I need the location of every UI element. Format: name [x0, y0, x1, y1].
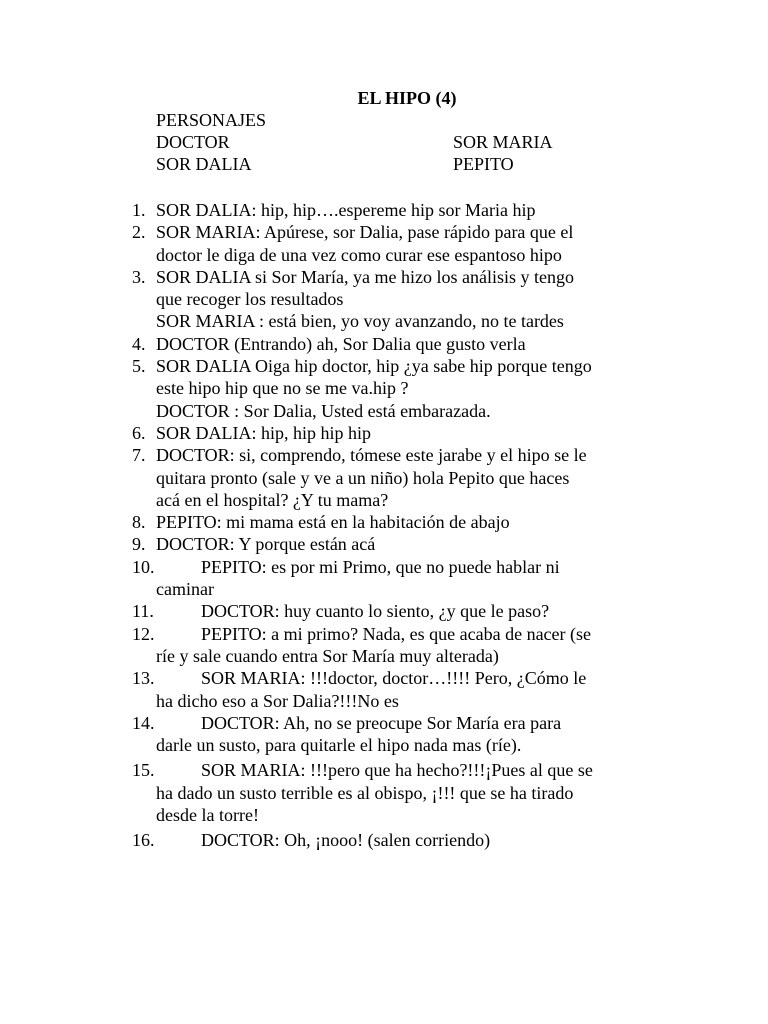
entry-text-line: DOCTOR: Oh, ¡nooo! (salen corriendo): [201, 830, 491, 851]
entry-text-line: ha dado un susto terrible es al obispo, ¡!!! que se ha tirado: [156, 782, 574, 803]
entry-text-line: DOCTOR (Entrando) ah, Sor Dalia que gusto verla: [156, 333, 526, 354]
script-dialogue-list: [0, 199, 768, 852]
cast-heading: PERSONAJES: [156, 110, 267, 130]
entry-number: 12.: [132, 623, 155, 644]
entry-number: 8.: [132, 512, 146, 533]
dialogue-entry: [0, 511, 768, 533]
entry-text-line: PEPITO: es por mi Primo, que no puede hablar ni: [201, 556, 560, 577]
document-title: EL HIPO (4): [357, 88, 457, 108]
entry-text: [156, 422, 656, 444]
dialogue-entry: [0, 355, 768, 400]
entry-number: 1.: [132, 200, 146, 220]
entry-text: [156, 533, 656, 555]
entry-text-line: SOR DALIA: hip, hip hip hip: [156, 422, 372, 443]
cast-list: [156, 109, 716, 175]
entry-text: [156, 221, 656, 266]
stage-note-line: DOCTOR : Sor Dalia, Usted está embarazada.: [156, 400, 491, 421]
entry-text-line: DOCTOR: si, comprendo, tómese este jarabe y el hipo se le: [156, 445, 587, 466]
entry-text: [156, 829, 656, 851]
entry-number: 6.: [132, 422, 146, 443]
entry-text: [156, 712, 656, 757]
dialogue-entry: [0, 759, 768, 826]
entry-number: 10.: [132, 556, 155, 577]
entry-text-line: PEPITO: mi mama está en la habitación de abajo: [156, 512, 510, 533]
entry-text: [156, 199, 656, 221]
entry-number: 9.: [132, 534, 146, 555]
dialogue-entry: [0, 600, 768, 622]
entry-number: 3.: [132, 266, 146, 287]
entry-text-line: SOR MARIA: !!!doctor, doctor…!!!! Pero, ¿Cómo le: [201, 668, 587, 689]
entry-number: 13.: [132, 668, 155, 689]
entry-number: 14.: [132, 712, 155, 733]
entry-text: [156, 667, 656, 712]
dialogue-entry: [0, 533, 768, 555]
entry-text-line: DOCTOR: Y porque están acá: [156, 534, 376, 555]
entry-text-line: darle un susto, para quitarle el hipo nada mas (ríe).: [156, 735, 522, 756]
entry-text: [156, 333, 656, 355]
entry-text-line: desde la torre!: [156, 805, 259, 826]
cast-row: [156, 131, 716, 153]
entry-number: 5.: [132, 356, 146, 377]
dialogue-entry: [0, 422, 768, 444]
entry-text-line: quitara pronto (sale y ve a un niño) hola Pepito que haces: [156, 467, 570, 488]
cast-member: SOR MARIA: [453, 132, 553, 152]
dialogue-entry: [0, 333, 768, 355]
entry-text-line: SOR DALIA Oiga hip doctor, hip ¿ya sabe hip porque tengo: [156, 356, 592, 377]
dialogue-entry: [0, 266, 768, 311]
entry-text-line: doctor le diga de una vez como curar ese espantoso hipo: [156, 244, 562, 265]
entry-text-line: PEPITO: a mi primo? Nada, es que acaba de nacer (se: [201, 623, 592, 644]
entry-number: 4.: [132, 333, 146, 354]
dialogue-entry: [0, 199, 768, 221]
entry-text-line: acá en el hospital? ¿Y tu mama?: [156, 489, 389, 510]
entry-text: [156, 600, 656, 622]
entry-text: [156, 355, 656, 400]
entry-text-line: DOCTOR: Ah, no se preocupe Sor María era para: [201, 712, 562, 733]
entry-text-line: SOR DALIA: hip, hip….espereme hip sor Maria hip: [156, 200, 536, 220]
dialogue-entry: [0, 829, 768, 851]
entry-number: 15.: [132, 760, 155, 781]
entry-text: [156, 556, 656, 601]
entry-text-line: DOCTOR: huy cuanto lo siento, ¿y que le paso?: [201, 601, 550, 622]
entry-number: 11.: [132, 601, 154, 622]
entry-text: [156, 444, 656, 511]
entry-text-line: ha dicho eso a Sor Dalia?!!!No es: [156, 690, 399, 711]
entry-text-line: SOR MARIA: !!!pero que ha hecho?!!!¡Pues al que se: [201, 760, 593, 781]
entry-text-line: SOR MARIA: Apúrese, sor Dalia, pase rápido para que el: [156, 222, 574, 243]
cast-row: [156, 153, 716, 175]
entry-text-line: SOR DALIA si Sor María, ya me hizo los análisis y tengo: [156, 266, 574, 287]
dialogue-entry: [0, 444, 768, 511]
entry-number: 2.: [132, 222, 146, 243]
entry-text: [156, 623, 656, 668]
entry-text-line: este hipo hip que no se me va.hip ?: [156, 378, 409, 399]
dialogue-entry: [0, 556, 768, 601]
entry-text-line: caminar: [156, 579, 214, 600]
entry-text: [156, 759, 656, 826]
entry-text-line: que recoger los resultados: [156, 289, 344, 310]
dialogue-entry: [0, 712, 768, 757]
stage-note-line: SOR MARIA : está bien, yo voy avanzando, no te tardes: [156, 311, 564, 332]
cast-member: SOR DALIA: [156, 154, 252, 174]
entry-number: 16.: [132, 830, 155, 851]
dialogue-entry: [0, 667, 768, 712]
cast-member: DOCTOR: [156, 132, 230, 152]
entry-number: 7.: [132, 445, 146, 466]
entry-text: [156, 266, 656, 311]
cast-member: PEPITO: [453, 154, 514, 174]
entry-text: [156, 511, 656, 533]
entry-text-line: ríe y sale cuando entra Sor María muy alterada): [156, 645, 499, 666]
dialogue-entry: [0, 623, 768, 668]
dialogue-entry: [0, 221, 768, 266]
